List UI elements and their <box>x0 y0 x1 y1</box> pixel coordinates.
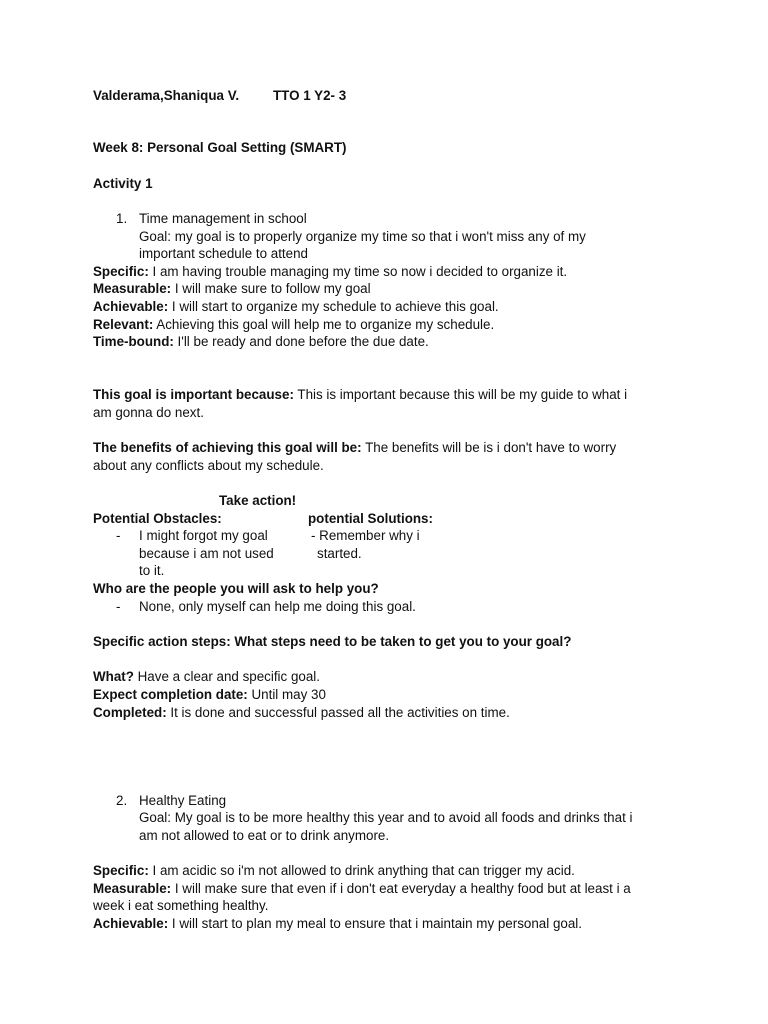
goal1-title: Time management in school <box>139 211 307 226</box>
goal1-achievable: Achievable: I will start to organize my schedule to achieve this goal. <box>93 299 499 314</box>
goal2-achievable: Achievable: I will start to plan my meal to ensure that i maintain my personal goal. <box>93 916 582 931</box>
goal1-important-line1: This goal is important because: This is important because this will be my guide to what i <box>93 387 628 402</box>
take-action-heading: Take action! <box>219 493 297 508</box>
obstacle-line2: because i am not used <box>139 546 274 561</box>
goal2-goal-line1: Goal: My goal is to be more healthy this year and to avoid all foods and drinks that i <box>139 810 633 825</box>
goal1-benefits-line1: The benefits of achieving this goal will be: The benefits will be is i don't have to worry <box>93 440 617 455</box>
activity-label: Activity 1 <box>93 176 153 191</box>
obstacles-heading: Potential Obstacles: <box>93 511 222 526</box>
obstacle-line1: I might forgot my goal <box>139 528 268 543</box>
goal1-benefits-line2: about any conflicts about my schedule. <box>93 458 324 473</box>
goal2-title: Healthy Eating <box>139 793 227 808</box>
goal1-relevant: Relevant: Achieving this goal will help me to organize my schedule. <box>93 317 495 332</box>
goal1-what: What? Have a clear and specific goal. <box>93 669 320 684</box>
goal1-goal-line2: important schedule to attend <box>139 246 308 261</box>
solutions-heading: potential Solutions: <box>308 511 433 526</box>
helpers-answer: None, only myself can help me doing this goal. <box>139 599 416 614</box>
goal1-important-line2: am gonna do next. <box>93 405 204 420</box>
goal2-goal-line2: am not allowed to eat or to drink anymore. <box>139 828 390 843</box>
goal2-measurable-line1: Measurable: I will make sure that even if i don't eat everyday a healthy food but at least i a <box>93 881 631 896</box>
goal1-number: 1. <box>116 211 128 226</box>
action-steps-question: Specific action steps: What steps need to be taken to get you to your goal? <box>93 634 572 649</box>
obstacle-bullet: - <box>116 528 121 543</box>
helpers-question: Who are the people you will ask to help you? <box>93 581 379 596</box>
goal1-specific: Specific: I am having trouble managing my time so now i decided to organize it. <box>93 264 568 279</box>
goal1-timebound: Time-bound: I'll be ready and done before the due date. <box>93 334 429 349</box>
goal1-completed: Completed: It is done and successful passed all the activities on time. <box>93 705 510 720</box>
goal1-completion-date: Expect completion date: Until may 30 <box>93 687 326 702</box>
section-label: TTO 1 Y2- 3 <box>273 88 347 103</box>
goal2-measurable-line2: week i eat something healthy. <box>93 898 269 913</box>
solution-line1: - Remember why i <box>311 528 420 543</box>
obstacle-line3: to it. <box>139 563 165 578</box>
goal2-specific: Specific: I am acidic so i'm not allowed to drink anything that can trigger my acid. <box>93 863 575 878</box>
solution-line2: started. <box>317 546 362 561</box>
student-name: Valderama,Shaniqua V. <box>93 88 240 103</box>
goal1-goal-line1: Goal: my goal is to properly organize my time so that i won't miss any of my <box>139 229 586 244</box>
week-title: Week 8: Personal Goal Setting (SMART) <box>93 140 347 155</box>
goal1-measurable: Measurable: I will make sure to follow my goal <box>93 281 371 296</box>
goal2-number: 2. <box>116 793 128 808</box>
helpers-bullet: - <box>116 599 121 614</box>
